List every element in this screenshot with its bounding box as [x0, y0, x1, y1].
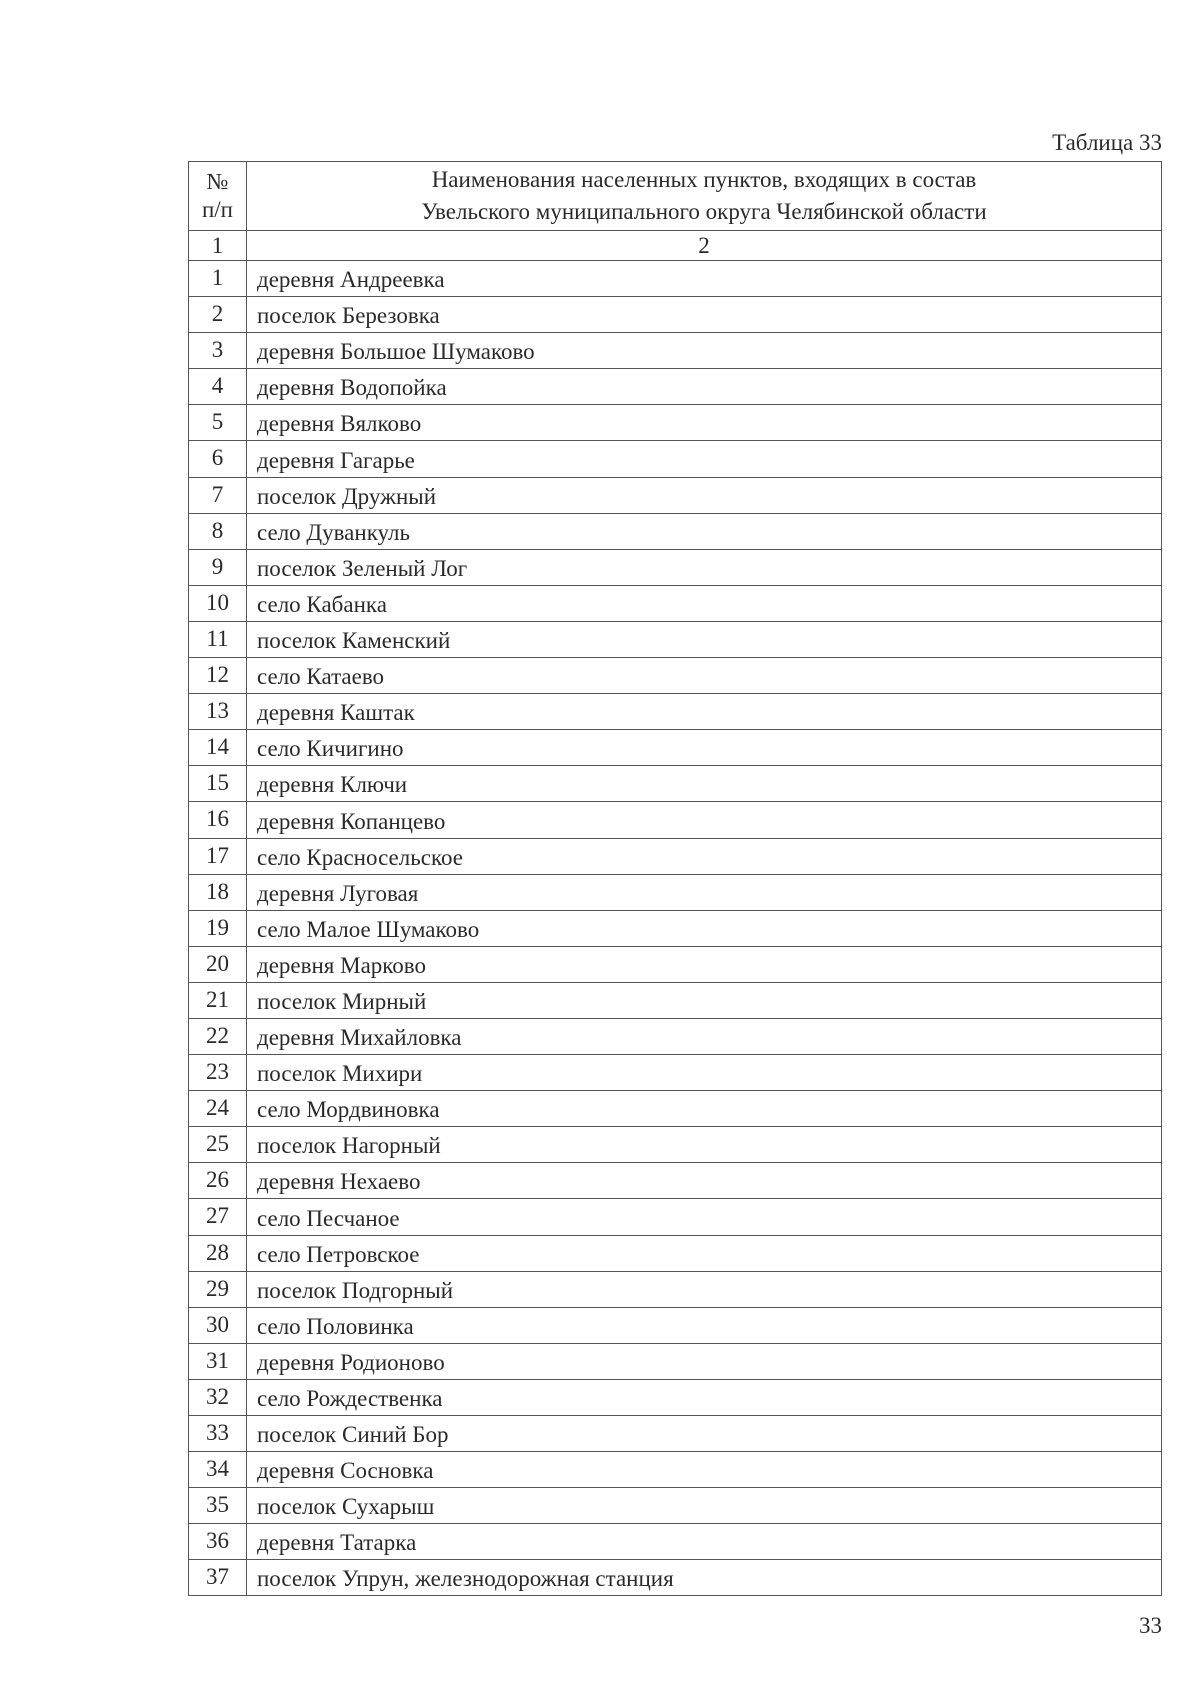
header-name-cell — [247, 162, 1162, 231]
settlement-name: деревня Большое Шумаково — [247, 333, 1162, 369]
row-number: 5 — [189, 405, 247, 441]
settlement-name: село Кабанка — [247, 585, 1162, 621]
settlement-name: село Катаево — [247, 658, 1162, 694]
row-number: 31 — [189, 1343, 247, 1379]
header-name-line-2: Увельского муниципального округа Челябинской области — [421, 199, 987, 224]
table-row — [189, 658, 1162, 694]
table-row — [189, 694, 1162, 730]
row-number: 37 — [189, 1560, 247, 1596]
table-row — [189, 1524, 1162, 1560]
table-row — [189, 874, 1162, 910]
table-row — [189, 982, 1162, 1018]
table-caption: Таблица 33 — [1052, 130, 1162, 155]
table-row — [189, 1379, 1162, 1415]
table-row — [189, 1307, 1162, 1343]
row-number: 28 — [189, 1235, 247, 1271]
settlement-name: поселок Упрун, железнодорожная станция — [247, 1560, 1162, 1596]
row-number: 30 — [189, 1307, 247, 1343]
row-number: 4 — [189, 369, 247, 405]
table-row — [189, 730, 1162, 766]
settlement-name: деревня Копанцево — [247, 802, 1162, 838]
page-number: 33 — [1139, 1613, 1162, 1638]
table-row — [189, 621, 1162, 657]
table-row — [189, 477, 1162, 513]
row-number: 11 — [189, 621, 247, 657]
header-number-cell — [189, 162, 247, 231]
settlement-name: поселок Синий Бор — [247, 1416, 1162, 1452]
settlement-name: поселок Подгорный — [247, 1271, 1162, 1307]
settlement-name: поселок Нагорный — [247, 1127, 1162, 1163]
row-number: 25 — [189, 1127, 247, 1163]
settlement-name: деревня Вялково — [247, 405, 1162, 441]
settlement-name: село Красносельское — [247, 838, 1162, 874]
row-number: 17 — [189, 838, 247, 874]
table-row — [189, 1452, 1162, 1488]
table-row — [189, 910, 1162, 946]
settlement-name: село Половинка — [247, 1307, 1162, 1343]
row-number: 20 — [189, 946, 247, 982]
settlement-name: село Рождественка — [247, 1379, 1162, 1415]
table-body — [189, 261, 1162, 1596]
row-number: 26 — [189, 1163, 247, 1199]
table-row — [189, 1199, 1162, 1235]
header-row — [189, 162, 1162, 231]
table-row — [189, 405, 1162, 441]
settlement-name: поселок Дружный — [247, 477, 1162, 513]
table-row — [189, 1271, 1162, 1307]
table-row — [189, 802, 1162, 838]
row-number: 29 — [189, 1271, 247, 1307]
row-number: 24 — [189, 1091, 247, 1127]
row-number: 19 — [189, 910, 247, 946]
row-number: 14 — [189, 730, 247, 766]
row-number: 2 — [189, 297, 247, 333]
settlement-name: деревня Михайловка — [247, 1018, 1162, 1054]
table-row — [189, 1560, 1162, 1596]
table-row — [189, 1488, 1162, 1524]
row-number: 22 — [189, 1018, 247, 1054]
row-number: 13 — [189, 694, 247, 730]
row-number: 8 — [189, 513, 247, 549]
column-index-1: 1 — [189, 231, 247, 261]
table-row — [189, 585, 1162, 621]
settlement-name: деревня Луговая — [247, 874, 1162, 910]
row-number: 36 — [189, 1524, 247, 1560]
settlement-name: поселок Сухарыш — [247, 1488, 1162, 1524]
table-row — [189, 333, 1162, 369]
row-number: 15 — [189, 766, 247, 802]
settlement-name: деревня Водопойка — [247, 369, 1162, 405]
table-row — [189, 549, 1162, 585]
table-row — [189, 1127, 1162, 1163]
settlement-name: поселок Березовка — [247, 297, 1162, 333]
row-number: 34 — [189, 1452, 247, 1488]
table-row — [189, 1416, 1162, 1452]
settlement-name: село Петровское — [247, 1235, 1162, 1271]
table-row — [189, 1235, 1162, 1271]
row-number: 1 — [189, 261, 247, 297]
settlement-name: деревня Нехаево — [247, 1163, 1162, 1199]
settlement-name: поселок Каменский — [247, 621, 1162, 657]
settlement-name: деревня Родионово — [247, 1343, 1162, 1379]
column-index-2: 2 — [247, 231, 1162, 261]
settlement-name: поселок Михири — [247, 1055, 1162, 1091]
settlement-name: деревня Сосновка — [247, 1452, 1162, 1488]
table-row — [189, 297, 1162, 333]
row-number: 32 — [189, 1379, 247, 1415]
table-header — [189, 162, 1162, 261]
settlement-name: деревня Ключи — [247, 766, 1162, 802]
settlement-name: деревня Андреевка — [247, 261, 1162, 297]
row-number: 33 — [189, 1416, 247, 1452]
settlement-name: деревня Марково — [247, 946, 1162, 982]
settlement-name: село Песчаное — [247, 1199, 1162, 1235]
settlement-name: село Малое Шумаково — [247, 910, 1162, 946]
row-number: 23 — [189, 1055, 247, 1091]
settlements-table — [188, 161, 1162, 1596]
table-row — [189, 766, 1162, 802]
row-number: 27 — [189, 1199, 247, 1235]
table-row — [189, 1343, 1162, 1379]
settlement-name: поселок Мирный — [247, 982, 1162, 1018]
table-row — [189, 513, 1162, 549]
table-row — [189, 1018, 1162, 1054]
row-number: 6 — [189, 441, 247, 477]
row-number: 16 — [189, 802, 247, 838]
settlement-name: деревня Гагарье — [247, 441, 1162, 477]
table-row — [189, 838, 1162, 874]
table-row — [189, 441, 1162, 477]
row-number: 21 — [189, 982, 247, 1018]
header-name-line-1: Наименования населенных пунктов, входящих в состав — [431, 167, 977, 192]
settlement-name: деревня Каштак — [247, 694, 1162, 730]
settlement-name: поселок Зеленый Лог — [247, 549, 1162, 585]
row-number: 10 — [189, 585, 247, 621]
settlement-name: село Дуванкуль — [247, 513, 1162, 549]
row-number: 35 — [189, 1488, 247, 1524]
settlement-name: деревня Татарка — [247, 1524, 1162, 1560]
header-number-line-2: п/п — [201, 197, 233, 222]
settlement-name: село Мордвиновка — [247, 1091, 1162, 1127]
header-number-line-1: № — [206, 169, 229, 194]
table-row — [189, 1055, 1162, 1091]
table-row — [189, 261, 1162, 297]
table-row — [189, 946, 1162, 982]
table-row — [189, 1091, 1162, 1127]
column-index-row — [189, 231, 1162, 261]
row-number: 9 — [189, 549, 247, 585]
row-number: 3 — [189, 333, 247, 369]
row-number: 7 — [189, 477, 247, 513]
row-number: 18 — [189, 874, 247, 910]
table-row — [189, 369, 1162, 405]
row-number: 12 — [189, 658, 247, 694]
table-row — [189, 1163, 1162, 1199]
settlement-name: село Кичигино — [247, 730, 1162, 766]
